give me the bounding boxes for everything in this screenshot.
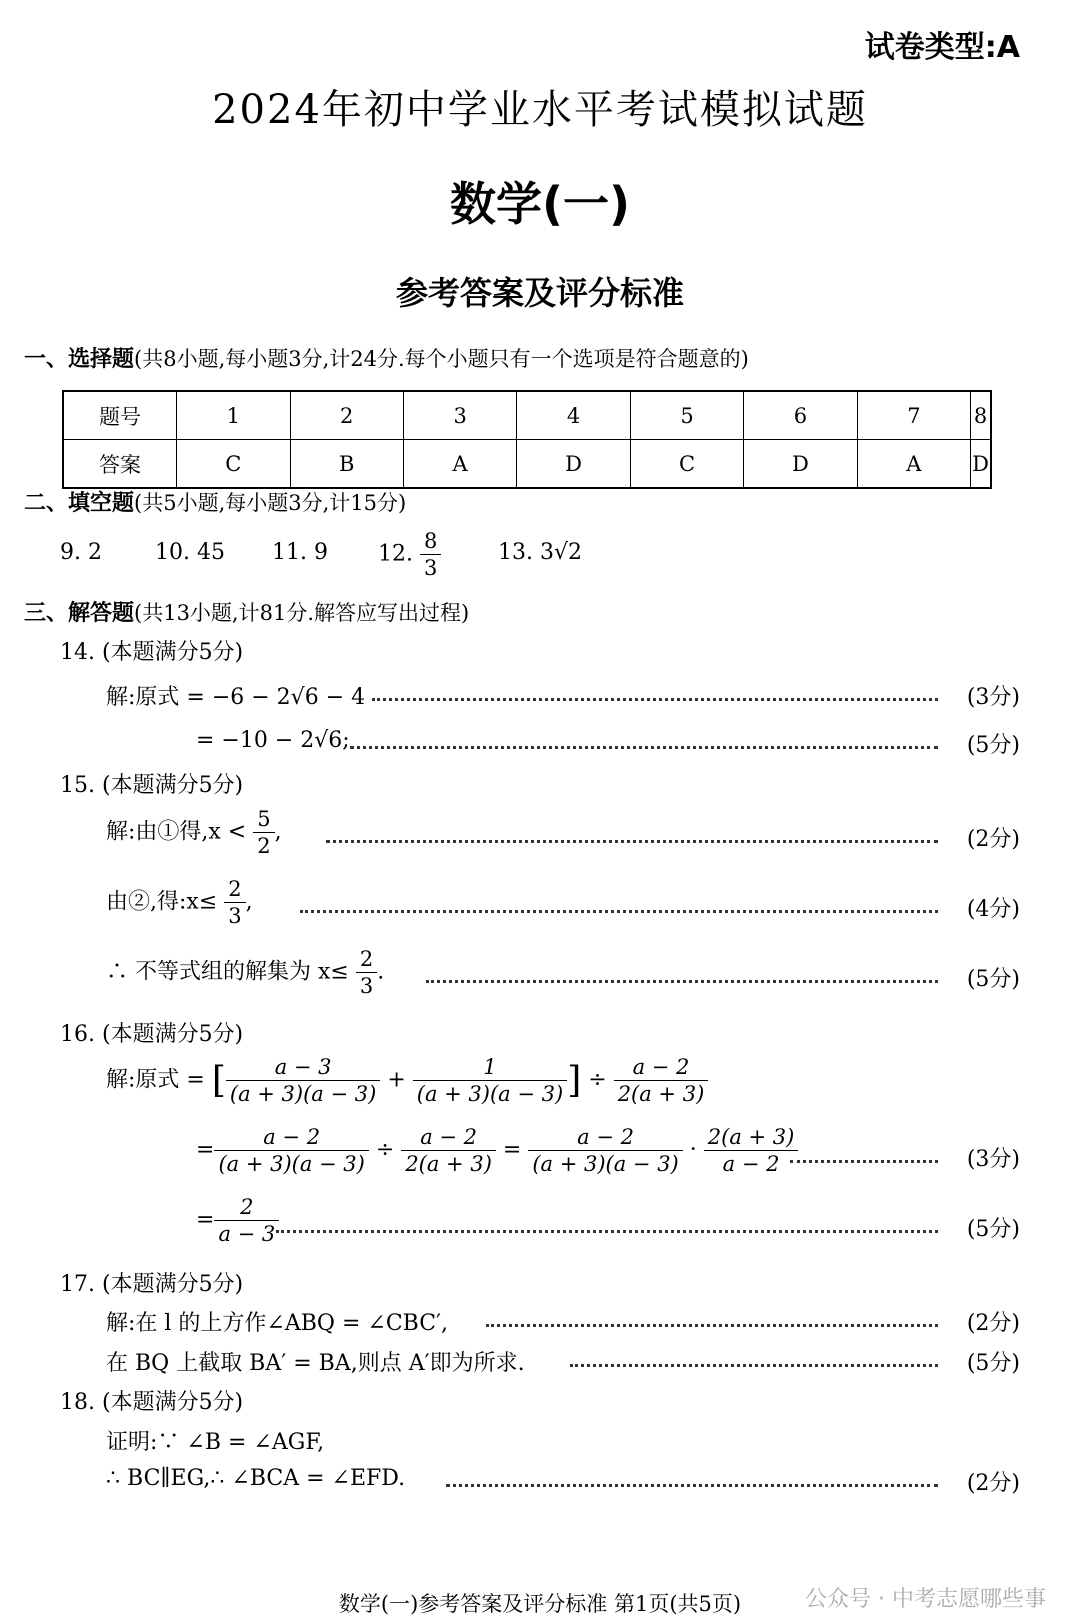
table-cell: 5 [630, 391, 743, 440]
q16-line1 [106, 1054, 708, 1107]
right-bracket: ] [567, 1060, 582, 1101]
section2-note: (共5小题,每小题3分,计15分) [134, 491, 407, 515]
dot-leader [276, 1230, 938, 1233]
q17-score1: (2分) [966, 1311, 1020, 1336]
numerator: 8 [420, 528, 441, 555]
fraction [704, 1124, 799, 1177]
section3-heading: 三、解答题 [24, 601, 135, 626]
q14-line1: 解:原式 = −6 − 2√6 − 4 [106, 685, 366, 710]
numerator: 1 [413, 1054, 567, 1081]
q15-line1 [106, 806, 282, 859]
section1-note: (共8小题,每小题3分,计24分.每个小题只有一个选项是符合题意的) [134, 347, 749, 371]
denominator: (a + 3)(a − 3) [416, 1082, 564, 1106]
section2-heading: 二、填空题 [24, 491, 135, 516]
q15-score2: (4分) [966, 897, 1020, 922]
punct: , [245, 889, 253, 915]
q15-score1: (2分) [966, 827, 1020, 852]
fill-answer-9: 9. 2 [60, 540, 102, 565]
section3-note: (共13小题,计81分.解答应写出过程) [134, 601, 470, 625]
q12-label: 12. [378, 541, 413, 567]
denominator: 3 [359, 974, 374, 998]
table-cell: D [744, 440, 857, 489]
table-cell: 6 [744, 391, 857, 440]
table-cell: D [971, 440, 991, 489]
q13-label: 13. 3 [498, 540, 554, 565]
q14-score2: (5分) [966, 733, 1020, 758]
paper-type: 试卷类型:A [864, 30, 1020, 65]
divide-sign: ÷ [588, 1067, 607, 1093]
q16-score1: (3分) [966, 1147, 1020, 1172]
table-cell: 2 [290, 391, 403, 440]
dot-leader [790, 1160, 938, 1163]
equals-sign: = [196, 1207, 215, 1233]
dot-leader [446, 1484, 938, 1487]
q15-line2 [106, 876, 253, 929]
q18-line1: 证明:∵ ∠B = ∠AGF, [106, 1430, 325, 1455]
table-cell: C [177, 440, 290, 489]
denominator: (a + 3)(a − 3) [229, 1082, 377, 1106]
fraction [401, 1124, 496, 1177]
table-cell: 1 [177, 391, 290, 440]
fraction [226, 1054, 380, 1107]
dot-leader [570, 1364, 938, 1367]
equals-sign: = [502, 1137, 522, 1163]
q13-root: √2 [553, 540, 582, 565]
numerator: a − 3 [226, 1054, 380, 1081]
q12-fraction [420, 528, 441, 581]
fill-answer-12 [378, 528, 441, 581]
fill-answer-11: 11. 9 [272, 540, 328, 565]
table-cell: 8 [971, 391, 991, 440]
section1-heading: 一、选择题 [24, 347, 135, 372]
denominator: 2(a + 3) [405, 1152, 492, 1176]
q15-label: 15. (本题满分5分) [60, 773, 244, 798]
subject-title: 数学(一) [449, 177, 631, 231]
fraction [356, 946, 377, 999]
section1-header [24, 342, 749, 373]
table-cell: A [857, 440, 970, 489]
table-cell: 4 [517, 391, 630, 440]
fraction [528, 1124, 682, 1177]
q14-line2: = −10 − 2√6; [196, 728, 350, 753]
fraction [413, 1054, 567, 1107]
q15-line2-text: 由②,得:x≤ [106, 889, 218, 915]
exam-title: 2024年初中学业水平考试模拟试题 [212, 87, 868, 133]
left-bracket: [ [211, 1060, 226, 1101]
row-label: 题号 [63, 391, 177, 440]
fraction [214, 1194, 279, 1247]
fraction [253, 806, 274, 859]
q14-score1: (3分) [966, 685, 1020, 710]
denominator: 2 [257, 834, 271, 858]
q15-line3 [106, 946, 384, 999]
table-cell: 3 [403, 391, 516, 440]
numerator: 2(a + 3) [704, 1124, 799, 1151]
dot-leader [326, 840, 938, 843]
numerator: 2 [356, 946, 377, 973]
table-cell: A [403, 440, 516, 489]
numerator: a − 2 [401, 1124, 496, 1151]
plus-sign: + [387, 1067, 406, 1093]
punct: , [274, 819, 282, 845]
denominator: (a + 3)(a − 3) [532, 1152, 679, 1176]
q15-line1-text: 解:由①得,x < [106, 819, 247, 845]
table-cell: D [517, 440, 630, 489]
numerator: a − 2 [528, 1124, 682, 1151]
q16-label: 16. (本题满分5分) [60, 1022, 244, 1047]
q17-label: 17. (本题满分5分) [60, 1272, 244, 1297]
q16-line3 [196, 1194, 279, 1247]
choice-answer-table [62, 390, 992, 489]
numerator: a − 2 [614, 1054, 709, 1081]
q18-score2: (2分) [966, 1471, 1020, 1496]
fill-answer-13 [498, 540, 582, 565]
denominator: (a + 3)(a − 3) [218, 1152, 365, 1176]
watermark: 公众号 · 中考志愿哪些事 [805, 1587, 1046, 1612]
q16-line2 [196, 1124, 798, 1177]
dot-leader [486, 1324, 938, 1327]
fraction [214, 1124, 368, 1177]
punct: . [377, 959, 385, 985]
q15-line3-text: ∴ 不等式组的解集为 x≤ [106, 959, 349, 985]
denominator: a − 2 [722, 1152, 780, 1176]
fraction [614, 1054, 709, 1107]
table-row-answers [63, 440, 991, 489]
dot-leader [300, 910, 938, 913]
numerator: a − 2 [214, 1124, 368, 1151]
fill-answer-10: 10. 45 [155, 540, 225, 565]
divide-sign: ÷ [375, 1137, 395, 1163]
q17-line2: 在 BQ 上截取 BA′ = BA,则点 A′即为所求. [106, 1351, 525, 1376]
table-row-numbers [63, 391, 991, 440]
page-footer: 数学(一)参考答案及评分标准 第1页(共5页) [338, 1592, 742, 1616]
q17-score2: (5分) [966, 1351, 1020, 1376]
dot-leader [350, 746, 938, 749]
numerator: 5 [253, 806, 274, 833]
section2-header [24, 486, 406, 517]
fraction [224, 876, 245, 929]
dot-leader [372, 698, 938, 701]
q15-score3: (5分) [966, 967, 1020, 992]
denominator: 2(a + 3) [617, 1082, 705, 1106]
denominator: a − 3 [218, 1222, 276, 1246]
numerator: 2 [214, 1194, 279, 1221]
row-label: 答案 [63, 440, 177, 489]
q16-score2: (5分) [966, 1217, 1020, 1242]
denominator: 3 [228, 904, 242, 928]
dot-leader [426, 980, 938, 983]
table-cell: C [630, 440, 743, 489]
q14-label: 14. (本题满分5分) [60, 640, 244, 665]
table-cell: B [290, 440, 403, 489]
q18-label: 18. (本题满分5分) [60, 1390, 244, 1415]
equals-sign: = [196, 1137, 215, 1163]
q17-line1: 解:在 l 的上方作∠ABQ = ∠CBC′, [106, 1311, 449, 1336]
multiply-dot: · [689, 1137, 697, 1163]
table-cell: 7 [857, 391, 970, 440]
numerator: 2 [224, 876, 245, 903]
denominator: 3 [424, 556, 438, 580]
q16-line1-text: 解:原式 = [106, 1067, 205, 1093]
answer-key-title: 参考答案及评分标准 [395, 274, 684, 312]
q18-line2: ∴ BC∥EG,∴ ∠BCA = ∠EFD. [106, 1466, 406, 1491]
section3-header [24, 596, 469, 627]
